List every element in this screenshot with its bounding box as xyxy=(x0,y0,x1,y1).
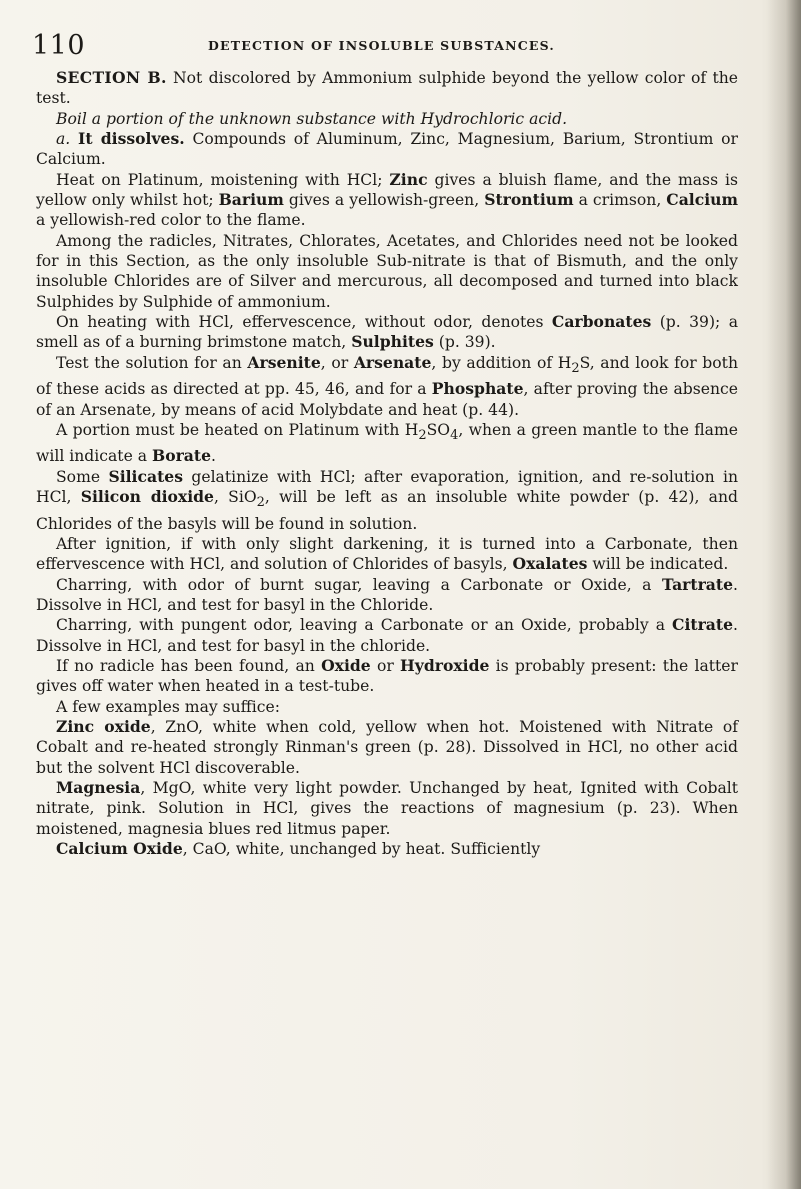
text-run: A few examples may suffice: xyxy=(56,697,280,716)
term: Barium xyxy=(218,190,284,210)
paragraph-silicates xyxy=(36,467,738,534)
text-run: A portion must be heated on Platinum with H xyxy=(56,420,419,439)
paragraph-magnesia xyxy=(36,778,738,839)
subscript: 4 xyxy=(450,428,459,444)
text-run: . Dissolve in HCl, and test for basyl in the chloride. xyxy=(36,616,738,655)
text-run: SO xyxy=(426,420,451,439)
text-run: On heating with HCl, effervescence, without odor, denotes xyxy=(56,313,552,332)
term: Magnesia xyxy=(56,778,141,798)
running-head: DETECTION OF INSOLUBLE SUBSTANCES. xyxy=(208,38,555,53)
body-text xyxy=(36,68,738,859)
text-run: , after proving the absence of an Arsenate, by means of acid Molybdate and heat (p. 44). xyxy=(36,380,738,419)
text-run: Compounds of Aluminum, Zinc, Magnesium, Barium, Strontium or Calcium. xyxy=(36,130,738,169)
text-run: , when a green mantle to the flame will indicate a xyxy=(36,420,738,466)
text-run: , or xyxy=(320,353,354,372)
term: Carbonates xyxy=(551,312,652,332)
paragraph-citrate xyxy=(36,615,738,656)
paragraph-radicles xyxy=(36,231,738,312)
term: Borate xyxy=(152,446,212,466)
text-run: , MgO, white very light powder. Unchanged by heat, Ignited with Cobalt nitrate, pink. Solution in HCl, gives the reactions of magnesium (p. 23). When moistened, magnesia blues red litmus paper. xyxy=(36,779,738,838)
text-run: (p. 39). xyxy=(433,333,496,352)
paragraph-carbonates xyxy=(36,312,738,353)
paragraph-arsenite xyxy=(36,353,738,420)
page-header xyxy=(0,18,801,61)
text-run: , ZnO, white when cold, yellow when hot. Moistened with Nitrate of Cobalt and re-heated strongly Rinman's green (p. 28). Dissolved in HCl, no other acid but the solvent HCl discoverable. xyxy=(36,717,739,777)
paragraph-calcium-oxide xyxy=(36,839,738,859)
text-run: Heat on Platinum, moistening with HCl; xyxy=(56,170,390,189)
paragraph-borate xyxy=(36,420,738,467)
instruction-italic: Boil a portion of the unknown substance with Hydrochloric acid. xyxy=(56,109,568,128)
term: Citrate xyxy=(672,615,734,635)
text-run: S, and look for both of these acids as directed at pp. 45, 46, and for a xyxy=(36,353,738,399)
term: Oxalates xyxy=(512,554,588,574)
section-heading: SECTION B. xyxy=(56,68,167,87)
text-run: If no radicle has been found, an xyxy=(56,656,322,675)
text-run: , CaO, white, unchanged by heat. Sufficiently xyxy=(182,840,541,859)
text-run: After ignition, if with only slight darkening, it is turned into a Carbonate, then effervescence with HCl, and solution of Chlorides of basyls, xyxy=(36,534,738,574)
text-run: Test the solution for an xyxy=(56,353,248,372)
text-run: (p. 39); a smell as of a burning brimstone match, xyxy=(36,313,739,352)
text-run: . Dissolve in HCl, and test for basyl in the Chloride. xyxy=(36,575,738,614)
page-number: 110 xyxy=(32,30,86,61)
text-run: or xyxy=(370,656,401,675)
term: Calcium Oxide xyxy=(56,839,183,859)
term: Zinc xyxy=(389,169,428,189)
page-edge-shadow xyxy=(767,0,801,1189)
term: Calcium xyxy=(666,190,738,210)
text-run: Not discolored by Ammonium sulphide beyond the yellow color of the test. xyxy=(36,69,738,108)
case-heading: It dissolves. xyxy=(78,129,185,149)
paragraph-zinc-oxide xyxy=(36,717,738,778)
subscript: 2 xyxy=(418,428,427,444)
term: Strontium xyxy=(484,190,574,210)
text-run: will be indicated. xyxy=(587,555,729,574)
text-run: Some xyxy=(56,467,109,486)
paragraph-oxalates xyxy=(36,534,738,575)
text-run: . xyxy=(211,447,217,466)
term: Arsenite xyxy=(247,352,321,372)
term: Sulphites xyxy=(351,332,434,352)
text-run: gives a bluish flame, and the mass is yellow only whilst hot; xyxy=(36,170,738,210)
subscript: 2 xyxy=(256,495,265,511)
text-run: Charring, with odor of burnt sugar, leaving a Carbonate or Oxide, a xyxy=(56,575,662,594)
term: Silicates xyxy=(108,466,183,486)
term: Silicon dioxide xyxy=(80,487,214,507)
paragraph-oxide xyxy=(36,656,738,697)
text-run: a yellowish-red color to the flame. xyxy=(36,211,306,230)
text-run: gives a yellowish-green, xyxy=(283,191,485,210)
term: Arsenate xyxy=(353,352,432,372)
text-run: is probably present: the latter gives off water when heated in a test-tube. xyxy=(36,656,738,696)
term: Hydroxide xyxy=(400,655,490,675)
paragraph-flame-test xyxy=(36,170,738,231)
paragraph-tartrate xyxy=(36,575,738,616)
paragraph-case-a xyxy=(36,129,738,170)
text-run: gelatinize with HCl; after evaporation, ignition, and re-solution in HCl, xyxy=(36,467,739,507)
term: Tartrate xyxy=(661,574,734,594)
text-run: , will be left as an insoluble white powder (p. 42), and Chlorides of the basyls will be found in solution. xyxy=(36,488,739,533)
term: Oxide xyxy=(321,655,371,675)
paragraph-instruction xyxy=(36,109,738,129)
text-run: Among the radicles, Nitrates, Chlorates, Acetates, and Chlorides need not be looked for in this Section, as the only insoluble Sub-nitrate is that of Bismuth, and the only insoluble Chlorides are of Silver and mercurous, all decomposed and turned into black Sulphides by Sulphide of ammonium. xyxy=(36,231,738,311)
text-run: , by addition of H xyxy=(431,353,572,372)
text-run: Charring, with pungent odor, leaving a Carbonate or an Oxide, probably a xyxy=(56,616,673,635)
paragraph-section-b xyxy=(36,68,738,109)
term: Phosphate xyxy=(431,379,524,399)
subscript: 2 xyxy=(571,360,580,376)
case-letter: a. xyxy=(56,130,79,149)
term: Zinc oxide xyxy=(56,716,151,736)
text-run: a crimson, xyxy=(573,191,667,210)
text-run: , SiO xyxy=(213,488,257,507)
paragraph-examples xyxy=(36,697,738,717)
